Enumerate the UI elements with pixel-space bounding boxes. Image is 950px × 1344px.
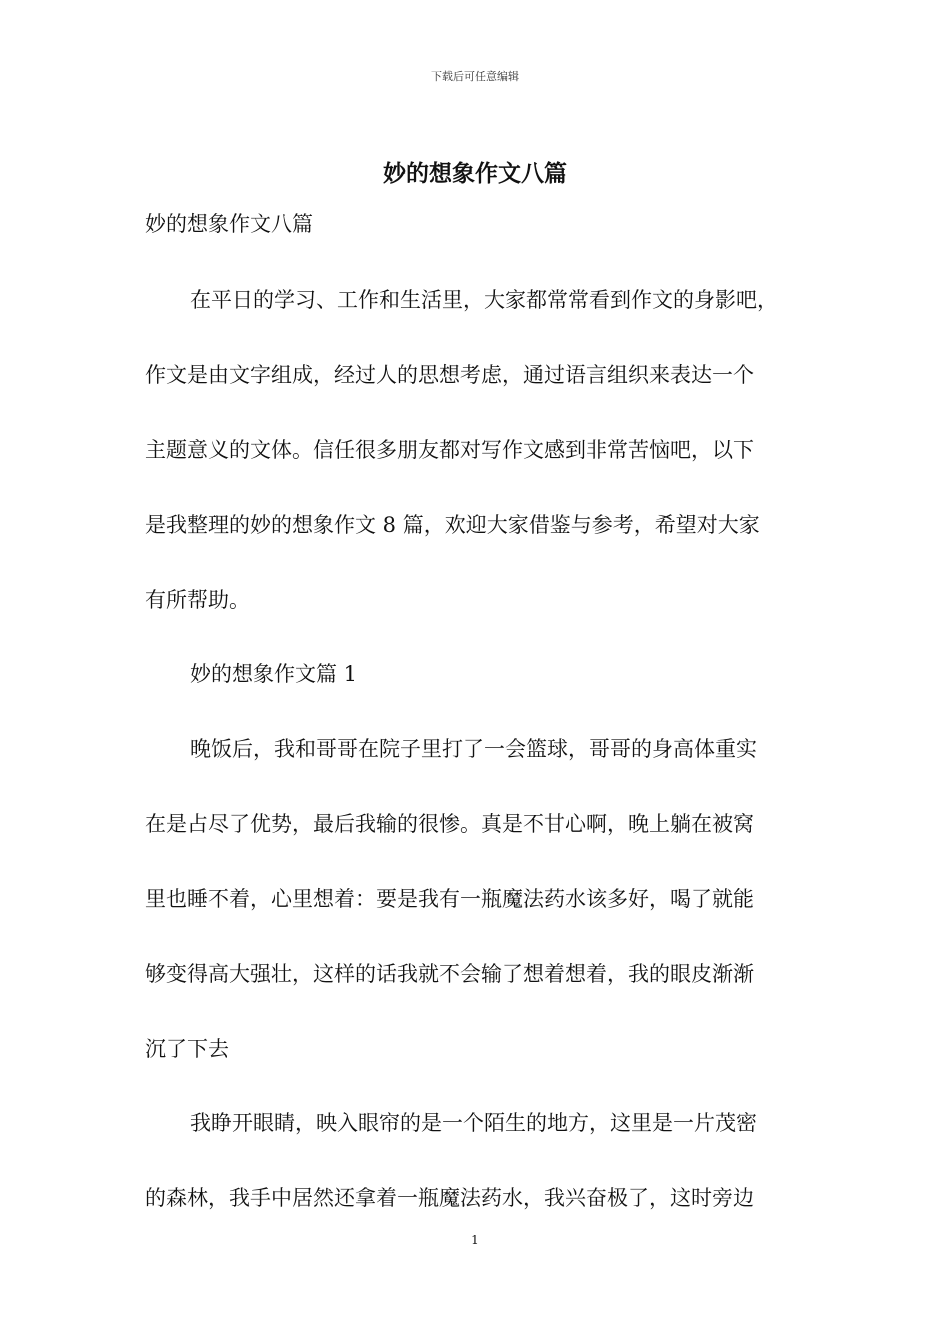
paragraph-line: 沉了下去 [145, 1037, 229, 1061]
document-subtitle: 妙的想象作文八篇 [145, 212, 313, 236]
paragraph-line: 的森林，我手中居然还拿着一瓶魔法药水，我兴奋极了，这时旁边 [145, 1186, 754, 1210]
intro-line: 作文是由文字组成，经过人的思想考虑，通过语言组织来表达一个 [145, 363, 754, 387]
intro-line: 主题意义的文体。信任很多朋友都对写作文感到非常苦恼吧，以下 [145, 438, 754, 462]
intro-line: 有所帮助。 [145, 588, 250, 612]
paragraph-line: 够变得高大强壮，这样的话我就不会输了想着想着，我的眼皮渐渐 [145, 962, 754, 986]
paragraph-line: 在是占尽了优势，最后我输的很惨。真是不甘心啊，晚上躺在被窝 [145, 812, 754, 836]
page-header-note: 下载后可任意编辑 [431, 70, 519, 83]
paragraph-line: 里也睡不着，心里想着：要是我有一瓶魔法药水该多好，喝了就能 [145, 887, 754, 911]
paragraph-line: 晚饭后，我和哥哥在院子里打了一会篮球，哥哥的身高体重实 [190, 737, 757, 761]
section-heading: 妙的想象作文篇 1 [190, 662, 358, 686]
document-title: 妙的想象作文八篇 [383, 160, 567, 187]
page-number: 1 [471, 1233, 479, 1247]
intro-line: 是我整理的妙的想象作文 8 篇，欢迎大家借鉴与参考，希望对大家 [145, 513, 760, 537]
paragraph-line: 我睁开眼睛，映入眼帘的是一个陌生的地方，这里是一片茂密 [190, 1111, 757, 1135]
intro-line: 在平日的学习、工作和生活里，大家都常常看到作文的身影吧， [190, 288, 778, 312]
